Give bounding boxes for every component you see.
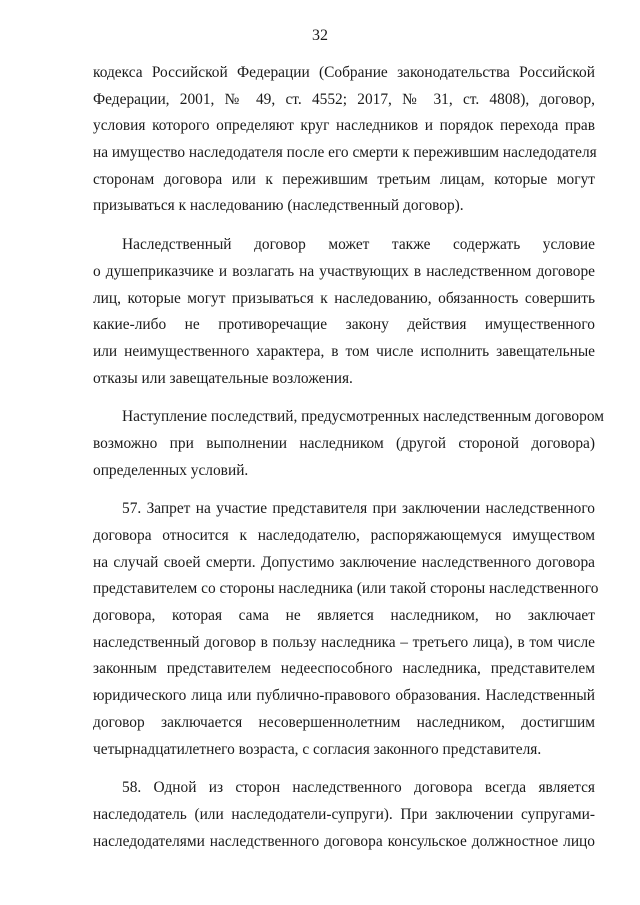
text-line: наследственный договор в пользу наследника – третьего лица), в том числе (93, 633, 595, 651)
document-body (93, 60, 604, 855)
text-line: призываться к наследованию (наследственный договор). (93, 197, 464, 215)
text-line: законным представителем недееспособного наследника, представителем (93, 660, 595, 678)
text-line: на случай своей смерти. Допустимо заключение наследственного договора (93, 553, 595, 571)
paragraph (93, 404, 604, 484)
paragraph-item-58 (93, 775, 595, 855)
text-line: 57. Запрет на участие представителя при заключении наследственного (122, 500, 595, 518)
text-line: договора относится к наследодателю, распоряжающемуся имуществом (93, 527, 595, 544)
text-line: определенных условий. (93, 461, 249, 479)
text-line: условия которого определяют круг наследников и порядок перехода прав (93, 117, 595, 135)
text-line: 58. Одной из сторон наследственного договора всегда является (122, 779, 595, 797)
text-line: сторонам договора или к пережившим третьим лицам, которые могут (93, 170, 595, 188)
paragraph-item-57 (93, 496, 599, 763)
text-line: или неимущественного характера, в том числе исполнить завещательные (93, 342, 595, 360)
text-line: Федерации, 2001, № 49, ст. 4552; 2017, № 31, ст. 4808), договор, (93, 90, 595, 108)
paragraph (93, 60, 595, 220)
text-line: кодекса Российской Федерации (Собрание законодательства Российской (93, 64, 595, 81)
text-line: наследодателями наследственного договора консульское должностное лицо (93, 832, 595, 850)
text-line: какие-либо не противоречащие закону действия имущественного (93, 316, 595, 334)
text-line: договор заключается несовершеннолетним наследником, достигшим (93, 713, 595, 731)
text-line: отказы или завещательные возложения. (93, 369, 353, 387)
text-line: Наследственный договор может также содержать условие (122, 236, 595, 254)
paragraph (93, 232, 595, 392)
text-line: наследодатель (или наследодатели-супруги). При заключении супругами- (93, 805, 595, 823)
text-line: четырнадцатилетнего возраста, с согласия законного представителя. (93, 740, 542, 758)
text-line: юридического лица или публично-правового образования. Наследственный (93, 687, 595, 705)
text-line: представителем со стороны наследника (или такой стороны наследственного (93, 580, 599, 598)
page-number: 32 (312, 27, 328, 44)
text-line: на имущество наследодателя после его смерти к пережившим наследодателя (93, 144, 597, 162)
text-line: договора, которая сама не является наследником, но заключает (93, 607, 595, 625)
text-line: лиц, которые могут призываться к наследованию, обязанность совершить (93, 289, 595, 307)
text-line: Наступление последствий, предусмотренных наследственным договором (122, 408, 604, 426)
text-line: возможно при выполнении наследником (другой стороной договора) (93, 434, 595, 452)
text-line: о душеприказчике и возлагать на участвующих в наследственном договоре (93, 262, 595, 280)
